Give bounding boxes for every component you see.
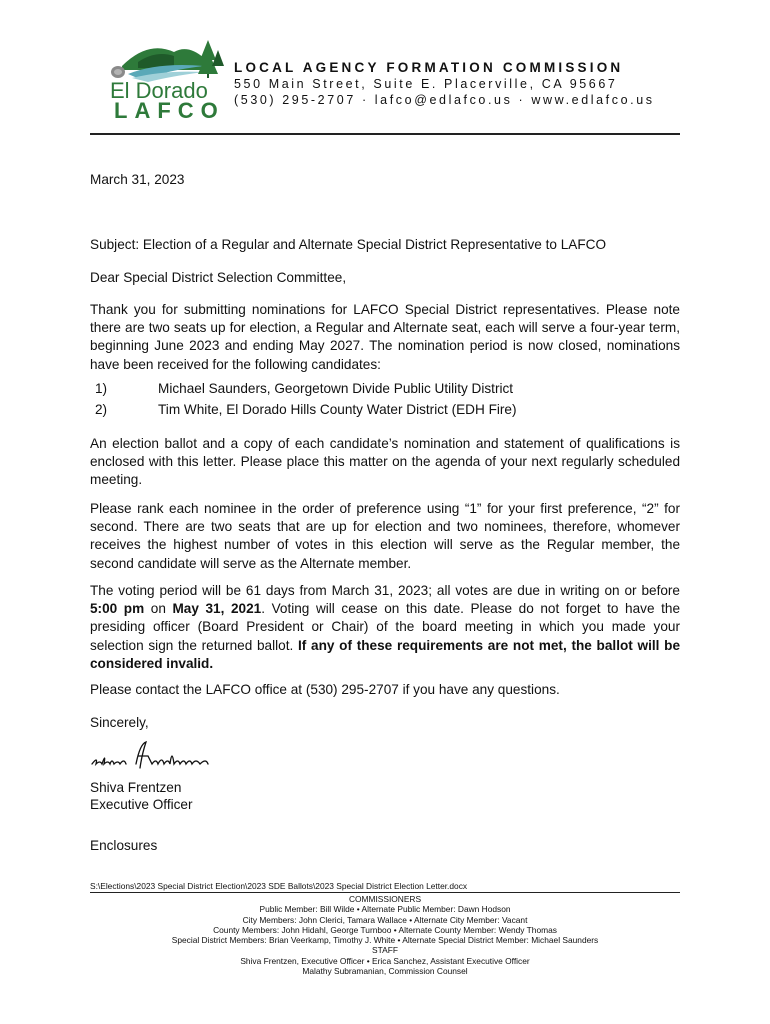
logo-text-lafco: LAFCO <box>114 98 225 123</box>
footer-commissioners <box>90 894 680 976</box>
signer-title: Executive Officer <box>90 797 193 812</box>
signer-name: Shiva Frentzen <box>90 780 182 795</box>
header-divider <box>90 133 680 135</box>
footer-line: Special District Members: Brian Veerkamp, Timothy J. White • Alternate Special District Member: Michael Saunders <box>171 935 599 946</box>
voting-time: 5:00 pm <box>90 601 145 617</box>
org-address: 550 Main Street, Suite E. Placerville, CA 95667 <box>234 77 618 91</box>
voting-warning: If any of these requirements are not met, the ballot will be considered invalid. <box>90 637 681 671</box>
footer-divider <box>90 892 680 893</box>
org-contact: (530) 295-2707 · lafco@edlafco.us · www.edlafco.us <box>234 93 655 107</box>
candidate-text: Michael Saunders, Georgetown Divide Public Utility District <box>158 381 514 396</box>
file-path: S:\Elections\2023 Special District Election\2023 SDE Ballots\2023 Special District Election Letter.docx <box>90 881 468 891</box>
letter-salutation: Dear Special District Selection Committee, <box>90 270 347 285</box>
footer-line: COMMISSIONERS <box>348 894 422 904</box>
footer-line: STAFF <box>372 945 398 956</box>
contact-paragraph: Please contact the LAFCO office at (530) 295-2707 if you have any questions. <box>90 682 560 697</box>
voting-deadline: May 31, 2021 <box>172 601 262 617</box>
candidate-text: Tim White, El Dorado Hills County Water District (EDH Fire) <box>158 402 517 417</box>
voting-text-1: The voting period will be 61 days from March 31, 2023; all votes are due in writing on or before <box>90 583 680 598</box>
candidate-number: 2) <box>95 402 108 417</box>
footer-line: Malathy Subramanian, Commission Counsel <box>302 966 468 977</box>
footer-line: Public Member: Bill Wilde • Alternate Public Member: Dawn Hodson <box>259 904 511 915</box>
candidate-number: 1) <box>95 381 108 396</box>
enclosures-note: Enclosures <box>90 838 158 853</box>
footer-line: County Members: John Hidahl, George Turnboo • Alternate County Member: Wendy Thomas <box>213 924 557 935</box>
voting-paragraph <box>90 582 680 673</box>
logo-text-el-dorado: El Dorado <box>110 78 208 103</box>
rank-paragraph: Please rank each nominee in the order of preference using “1” for your first preference, “2” for second. There are two seats that are up for election and two nominees, therefore, whomever receives the highest number of votes in this election will serve as the Regular member, the second candidate will serve as the Alternate member. <box>90 501 680 571</box>
signature <box>90 738 220 772</box>
footer-line: Shiva Frentzen, Executive Officer • Erica Sanchez, Assistant Executive Officer <box>240 955 530 966</box>
ballot-paragraph: An election ballot and a copy of each candidate’s nomination and statement of qualifications is enclosed with this letter. Please place this matter on the agenda of your next regularly scheduled meeting. <box>90 436 680 488</box>
footer-line: City Members: John Clerici, Tamara Wallace • Alternate City Member: Vacant <box>242 914 528 925</box>
intro-paragraph: Thank you for submitting nominations for LAFCO Special District representatives. Please note there are two seats up for election, a Regular and Alternate seat, each will serve a four-year term, beginning June 2023 and ending May 2027. The nomination period is now closed, nominations have been received for the following candidates: <box>90 302 680 372</box>
voting-text-2: on <box>144 601 173 617</box>
letter-date: March 31, 2023 <box>90 172 185 187</box>
voting-text-3: . Voting will cease on this date. Please do not forget to have the presiding officer (Board President or Chair) of the board meeting in which you made your selection sign the returned ballot. <box>90 601 681 653</box>
closing: Sincerely, <box>90 715 149 730</box>
letter-subject: Subject: Election of a Regular and Alternate Special District Representative to LAFCO <box>90 237 607 252</box>
org-name: LOCAL AGENCY FORMATION COMMISSION <box>234 60 624 75</box>
